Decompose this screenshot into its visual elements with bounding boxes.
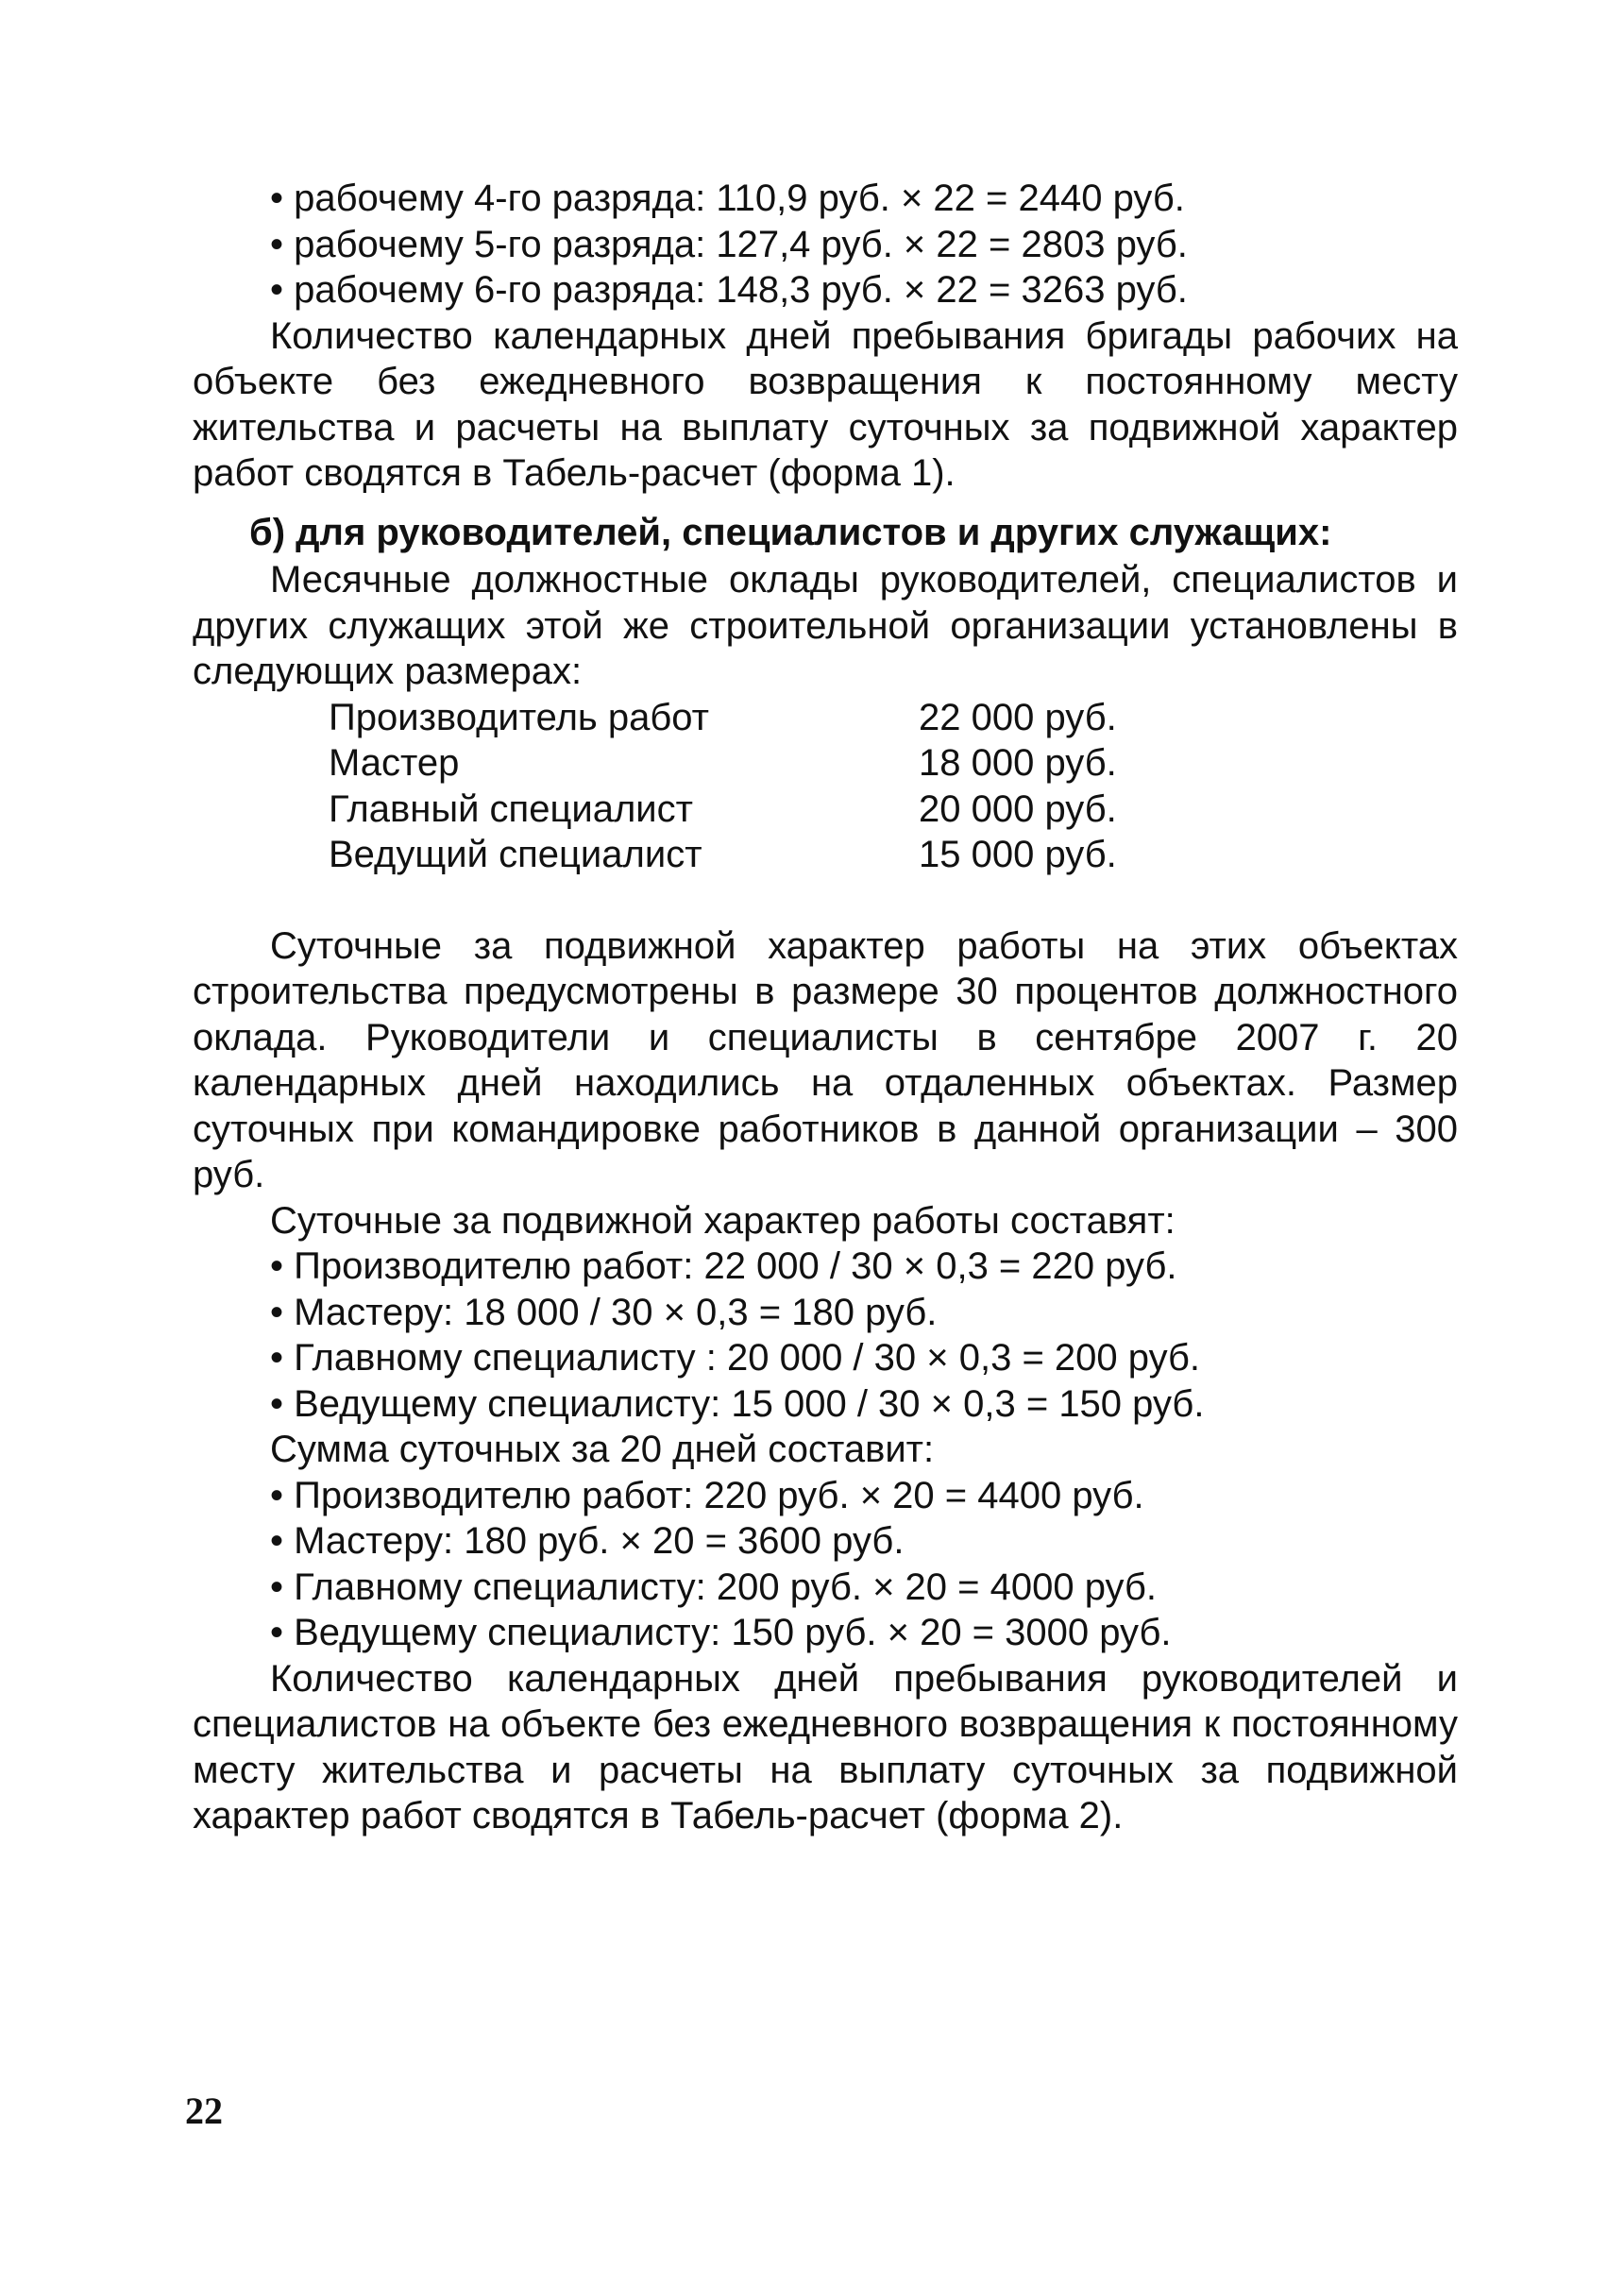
daily-calc-heading: Суточные за подвижной характер работы составят: xyxy=(270,1199,1176,1242)
page-number: 22 xyxy=(185,2090,223,2132)
salary-position: Производитель работ xyxy=(329,696,709,738)
daily-calc-item: • Ведущему специалисту: 15 000 / 30 × 0,3 = 150 руб. xyxy=(270,1382,1205,1425)
salary-position: Мастер xyxy=(329,742,460,784)
worker-rate-item: • рабочему 4-го разряда: 110,9 руб. × 22 = 2440 руб. xyxy=(270,178,1185,219)
daily-calc-item: • Главному специалисту : 20 000 / 30 × 0,3 = 200 руб. xyxy=(270,1337,1201,1379)
salary-amount: 18 000 руб. xyxy=(919,742,1117,784)
daily-calc-item: • Мастеру: 18 000 / 30 × 0,3 = 180 руб. xyxy=(270,1291,938,1333)
page-body xyxy=(193,176,1458,1839)
workers-timesheet-paragraph: Количество календарных дней пребывания бригады рабочих на объекте без ежедневного возвращения к постоянному месту жительства и расчеты на выплату суточных за подвижной характер работ сводятся в Табель-расчет (форма 1). xyxy=(193,314,1458,494)
sum-calc-item: • Главному специалисту: 200 руб. × 20 = 4000 руб. xyxy=(270,1566,1158,1608)
salary-amount: 15 000 руб. xyxy=(919,834,1117,875)
managers-timesheet-paragraph: Количество календарных дней пребывания руководителей и специалистов на объекте без ежедневного возвращения к постоянному месту жительства и расчеты на выплату суточных за подвижной характер работ сводятся в Табель-расчет (форма 2). xyxy=(193,1657,1458,1836)
managers-section-heading: б) для руководителей, специалистов и других служащих: xyxy=(249,511,1332,553)
section-spacer xyxy=(193,878,1458,923)
daily-calc-item: • Производителю работ: 22 000 / 30 × 0,3 = 220 руб. xyxy=(270,1245,1177,1287)
sum-calc-item: • Ведущему специалисту: 150 руб. × 20 = 3000 руб. xyxy=(270,1612,1172,1653)
salaries-intro-paragraph: Месячные должностные оклады руководителей, специалистов и других служащих этой же строительной организации установлены в следующих размерах: xyxy=(193,559,1458,692)
salary-amount: 22 000 руб. xyxy=(919,696,1117,738)
daily-allowance-paragraph: Суточные за подвижной характер работы на этих объектах строительства предусмотрены в размере 30 процентов должностного оклада. Руководители и специалисты в сентябре 2007 г. 20 календарных дней находились на отдаленных объектах. Размер суточных при командировке работников в данной организации – 300 руб. xyxy=(193,924,1458,1195)
salary-table xyxy=(329,695,1458,878)
salary-position: Ведущий специалист xyxy=(329,834,702,875)
salary-amount: 20 000 руб. xyxy=(919,787,1117,830)
sum-calc-item: • Производителю работ: 220 руб. × 20 = 4400 руб. xyxy=(270,1474,1144,1516)
sum-calc-item: • Мастеру: 180 руб. × 20 = 3600 руб. xyxy=(270,1520,905,1562)
salary-position: Главный специалист xyxy=(329,787,693,830)
worker-rate-item: • рабочему 5-го разряда: 127,4 руб. × 22 = 2803 руб. xyxy=(270,223,1188,265)
sum-heading: Сумма суточных за 20 дней составит: xyxy=(270,1429,935,1470)
worker-rate-item: • рабочему 6-го разряда: 148,3 руб. × 22 = 3263 руб. xyxy=(270,269,1188,311)
